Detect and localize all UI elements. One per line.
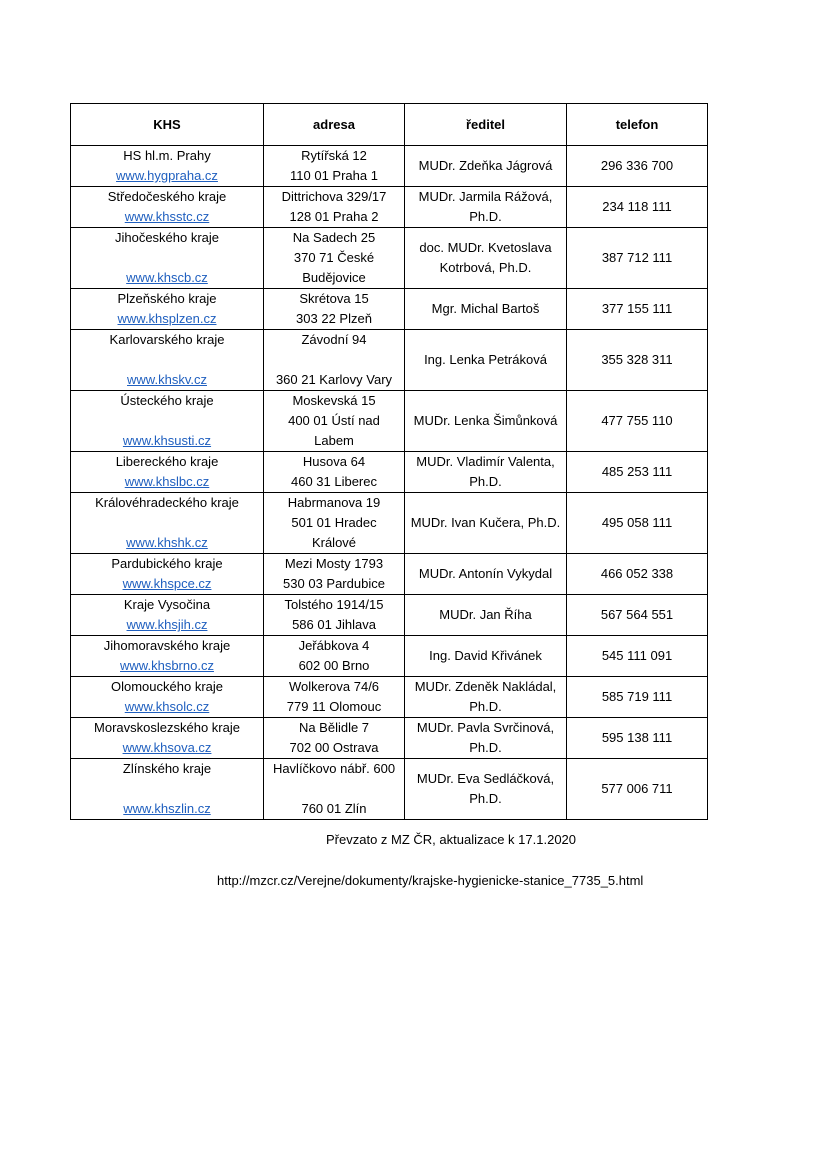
director-cell: Ing. David Křivánek	[405, 636, 567, 677]
address-line: 110 01 Praha 1	[290, 168, 378, 183]
phone-cell: 377 155 111	[567, 289, 708, 330]
khs-name: Kraje Vysočina	[123, 597, 211, 612]
address-line: 602 00 Brno	[298, 658, 370, 673]
director-cell: MUDr. Ivan Kučera, Ph.D.	[405, 493, 567, 554]
phone-cell: 577 006 711	[567, 759, 708, 820]
address-line: Wolkerova 74/6	[288, 679, 380, 694]
khs-cell	[71, 228, 264, 289]
khs-website-link[interactable]: www.khscb.cz	[126, 270, 208, 285]
table-row	[71, 146, 708, 187]
khs-name: Libereckého kraje	[115, 454, 219, 469]
address-cell	[264, 452, 405, 493]
address-line: Závodní 94	[301, 332, 367, 347]
director-cell: MUDr. Eva Sedláčková, Ph.D.	[405, 759, 567, 820]
khs-cell	[71, 452, 264, 493]
director-cell: MUDr. Lenka Šimůnková	[405, 391, 567, 452]
address-cell	[264, 595, 405, 636]
header-director: ředitel	[405, 104, 567, 146]
address-line: Havlíčkovo nábř. 600	[272, 761, 396, 776]
director-cell: Ing. Lenka Petráková	[405, 330, 567, 391]
phone-cell: 545 111 091	[567, 636, 708, 677]
director-cell: MUDr. Antonín Vykydal	[405, 554, 567, 595]
khs-name: Moravskoslezského kraje	[94, 720, 240, 735]
table-row	[71, 289, 708, 330]
address-line: 702 00 Ostrava	[289, 740, 379, 755]
phone-cell: 567 564 551	[567, 595, 708, 636]
address-line: 501 01 Hradec	[291, 515, 377, 530]
phone-cell: 296 336 700	[567, 146, 708, 187]
address-cell	[264, 554, 405, 595]
table-row	[71, 759, 708, 820]
address-cell	[264, 228, 405, 289]
source-url: http://mzcr.cz/Verejne/dokumenty/krajske-hygienicke-stanice_7735_5.html	[217, 873, 644, 888]
khs-website-link[interactable]: www.khsstc.cz	[124, 209, 210, 224]
address-line: Skrétova 15	[299, 291, 369, 306]
director-cell: MUDr. Pavla Svrčinová, Ph.D.	[405, 718, 567, 759]
address-cell	[264, 677, 405, 718]
khs-website-link[interactable]: www.khsplzen.cz	[117, 311, 217, 326]
khs-name: Ústeckého kraje	[120, 393, 214, 408]
phone-cell: 387 712 111	[567, 228, 708, 289]
khs-cell	[71, 718, 264, 759]
address-line: Dittrichova 329/17	[281, 189, 387, 204]
khs-name: Jihočeského kraje	[114, 230, 220, 245]
table-row	[71, 595, 708, 636]
khs-website-link[interactable]: www.khsolc.cz	[124, 699, 210, 714]
khs-name: Středočeského kraje	[107, 189, 227, 204]
phone-cell: 485 253 111	[567, 452, 708, 493]
address-cell	[264, 636, 405, 677]
address-line: 760 01 Zlín	[301, 801, 367, 816]
phone-cell: 495 058 111	[567, 493, 708, 554]
address-line: 360 21 Karlovy Vary	[275, 372, 393, 387]
khs-website-link[interactable]: www.khsjih.cz	[126, 617, 208, 632]
director-cell: MUDr. Jan Říha	[405, 595, 567, 636]
khs-cell	[71, 636, 264, 677]
address-line: 460 31 Liberec	[290, 474, 377, 489]
address-line: Rytířská 12	[301, 148, 367, 163]
phone-cell: 355 328 311	[567, 330, 708, 391]
address-line: 530 03 Pardubice	[283, 576, 385, 591]
address-line: Tolstého 1914/15	[284, 597, 384, 612]
khs-cell	[71, 677, 264, 718]
director-cell: MUDr. Vladimír Valenta, Ph.D.	[405, 452, 567, 493]
khs-name: Jihomoravského kraje	[103, 638, 231, 653]
address-line: 779 11 Olomouc	[286, 699, 382, 714]
address-cell	[264, 493, 405, 554]
table-row	[71, 391, 708, 452]
director-cell: doc. MUDr. Kvetoslava Kotrbová, Ph.D.	[405, 228, 567, 289]
khs-cell	[71, 493, 264, 554]
director-cell: Mgr. Michal Bartoš	[405, 289, 567, 330]
address-cell	[264, 289, 405, 330]
address-line: Habrmanova 19	[287, 495, 381, 510]
khs-cell	[71, 759, 264, 820]
khs-website-link[interactable]: www.khskv.cz	[127, 372, 207, 387]
header-khs: KHS	[71, 104, 264, 146]
khs-cell	[71, 554, 264, 595]
address-cell	[264, 391, 405, 452]
khs-website-link[interactable]: www.khshk.cz	[126, 535, 208, 550]
khs-name: HS hl.m. Prahy	[123, 148, 211, 163]
address-line: 586 01 Jihlava	[292, 617, 376, 632]
address-line: Labem	[314, 433, 354, 448]
khs-name: Plzeňského kraje	[117, 291, 217, 306]
address-cell	[264, 187, 405, 228]
table-row	[71, 228, 708, 289]
table-row	[71, 330, 708, 391]
phone-cell: 466 052 338	[567, 554, 708, 595]
address-line: Budějovice	[302, 270, 366, 285]
khs-website-link[interactable]: www.hygpraha.cz	[116, 168, 218, 183]
khs-website-link[interactable]: www.khslbc.cz	[124, 474, 210, 489]
address-line: 400 01 Ústí nad	[288, 413, 380, 428]
table-row	[71, 677, 708, 718]
khs-cell	[71, 146, 264, 187]
director-cell: MUDr. Zdeňka Jágrová	[405, 146, 567, 187]
table-body	[71, 146, 708, 820]
khs-website-link[interactable]: www.khszlin.cz	[123, 801, 211, 816]
address-cell	[264, 330, 405, 391]
khs-name: Zlínského kraje	[122, 761, 212, 776]
header-address: adresa	[264, 104, 405, 146]
khs-website-link[interactable]: www.khsusti.cz	[122, 433, 212, 448]
address-cell	[264, 718, 405, 759]
header-phone: telefon	[567, 104, 708, 146]
khs-cell	[71, 330, 264, 391]
director-cell: MUDr. Zdeněk Nakládal, Ph.D.	[405, 677, 567, 718]
khs-website-link[interactable]: www.khspce.cz	[122, 576, 212, 591]
khs-name: Královéhradeckého kraje	[95, 495, 239, 510]
khs-name: Karlovarského kraje	[109, 332, 225, 347]
khs-cell	[71, 187, 264, 228]
khs-name: Pardubického kraje	[111, 556, 223, 571]
khs-cell	[71, 391, 264, 452]
table-row	[71, 718, 708, 759]
phone-cell: 595 138 111	[567, 718, 708, 759]
khs-website-link[interactable]: www.khsbrno.cz	[120, 658, 214, 673]
table-row	[71, 493, 708, 554]
address-line: Na Sadech 25	[292, 230, 376, 245]
table-row	[71, 554, 708, 595]
director-cell: MUDr. Jarmila Rážová, Ph.D.	[405, 187, 567, 228]
khs-name: Olomouckého kraje	[111, 679, 223, 694]
khs-cell	[71, 289, 264, 330]
address-line: Moskevská 15	[292, 393, 376, 408]
table-header-row	[71, 104, 708, 146]
address-line	[268, 779, 400, 799]
address-line: 128 01 Praha 2	[289, 209, 379, 224]
table-row	[71, 452, 708, 493]
address-line: Mezi Mosty 1793	[284, 556, 384, 571]
khs-website-link[interactable]: www.khsova.cz	[122, 740, 212, 755]
address-line: Na Bělidle 7	[298, 720, 370, 735]
address-line: Husova 64	[302, 454, 366, 469]
table-row	[71, 187, 708, 228]
phone-cell: 585 719 111	[567, 677, 708, 718]
address-cell	[264, 759, 405, 820]
phone-cell: 234 118 111	[567, 187, 708, 228]
phone-cell: 477 755 110	[567, 391, 708, 452]
source-note: Převzato z MZ ČR, aktualizace k 17.1.2020	[326, 832, 577, 847]
address-line	[268, 350, 400, 370]
address-cell	[264, 146, 405, 187]
table-row	[71, 636, 708, 677]
address-line: Králové	[311, 535, 357, 550]
khs-cell	[71, 595, 264, 636]
address-line: Jeřábkova 4	[298, 638, 370, 653]
address-line: 370 71 České	[293, 250, 375, 265]
address-line: 303 22 Plzeň	[296, 311, 372, 326]
khs-table	[70, 103, 708, 820]
